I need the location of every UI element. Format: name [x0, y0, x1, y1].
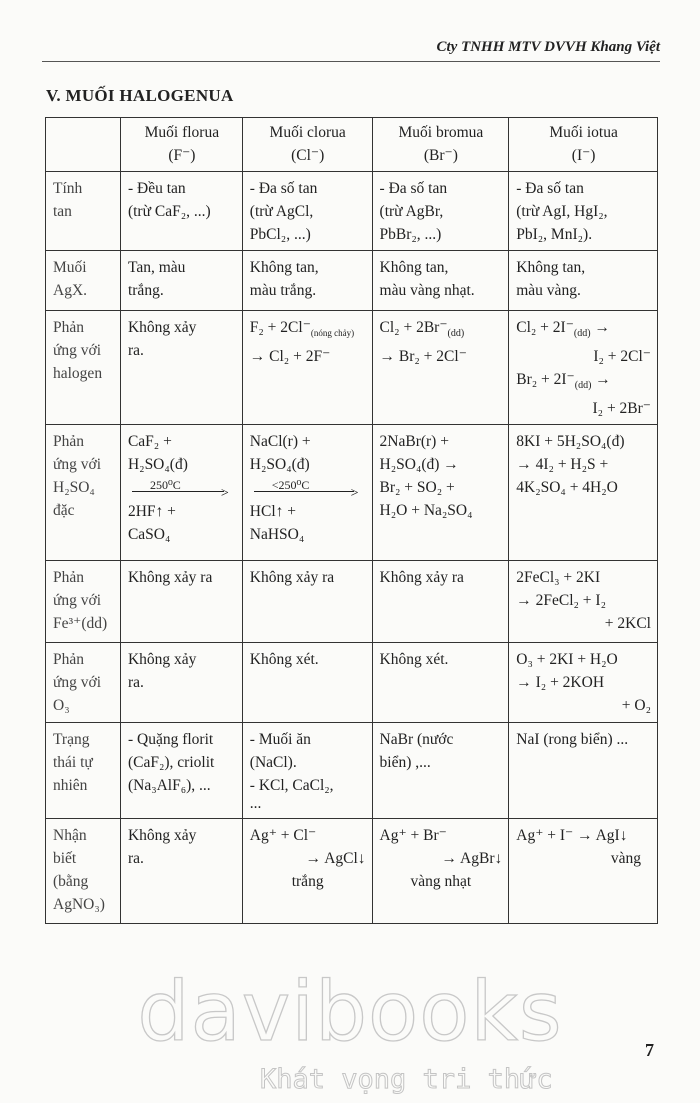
- table-cell: Không xảy ra.: [120, 311, 242, 425]
- table-header-row: [46, 118, 658, 172]
- column-header: Muối bromua (Br⁻): [372, 118, 509, 172]
- table-cell: Không tan, màu vàng nhạt.: [372, 251, 509, 311]
- table-cell: NaBr (nước biển) ,...: [372, 723, 509, 819]
- table-row: [46, 251, 658, 311]
- table-row: [46, 643, 658, 723]
- table-cell: - Muối ăn (NaCl). - KCl, CaCl₂, ...: [242, 723, 372, 819]
- table-cell: $F_2 + 2Cl^-_{(nóng chảy)}$ → Cl₂ + 2F⁻: [242, 311, 372, 425]
- row-label: Phản ứng với Fe³⁺(dd): [46, 561, 121, 643]
- table-cell: Không xảy ra.: [120, 819, 242, 924]
- table-cell: Không tan, màu vàng.: [509, 251, 658, 311]
- table-row: [46, 723, 658, 819]
- table-row: [46, 561, 658, 643]
- row-label: Tính tan: [46, 172, 121, 251]
- table-row: [46, 425, 658, 561]
- table-cell: NaCl(r) + H₂SO₄(đ) <250⁰C > HCl↑ + NaHSO₄: [242, 425, 372, 561]
- table-cell: 2FeCl₃ + 2KI → 2FeCl₂ + I₂ + 2KCl: [509, 561, 658, 643]
- table-cell: - Đều tan (trừ CaF₂, ...): [120, 172, 242, 251]
- table-cell: Tan, màu trắng.: [120, 251, 242, 311]
- page-number: 7: [645, 1040, 654, 1060]
- table-cell: 2NaBr(r) + H₂SO₄(đ) → Br₂ + SO₂ + H₂O + Na₂SO₄: [372, 425, 509, 561]
- table-cell: $Cl_2 + 2Br^-_{(dd)}$ → Br₂ + 2Cl⁻: [372, 311, 509, 425]
- table-row: [46, 819, 658, 924]
- table-cell: - Đa số tan (trừ AgI, HgI₂, PbI₂, MnI₂).: [509, 172, 658, 251]
- table-cell: $Cl_2 + 2I^-_{(dd)}$ → I₂ + 2Cl⁻ $Br_2 + 2I^-_{(dd)}$ → I₂ + 2Br⁻: [509, 311, 658, 425]
- column-header: Muối iotua (I⁻): [509, 118, 658, 172]
- table-cell: O₃ + 2KI + H₂O → I₂ + 2KOH + O₂: [509, 643, 658, 723]
- column-header: Muối clorua (Cl⁻): [242, 118, 372, 172]
- table-cell: Không tan, màu trắng.: [242, 251, 372, 311]
- table-cell: CaF₂ + H₂SO₄(đ) 250⁰C > 2HF↑ + CaSO₄: [120, 425, 242, 561]
- reaction-arrow: <250⁰C >: [250, 476, 366, 500]
- table-cell: Không xảy ra.: [120, 643, 242, 723]
- table-cell: Không xét.: [242, 643, 372, 723]
- watermark-slogan: Khát vọng tri thức: [260, 1064, 553, 1095]
- corner-cell: [46, 118, 121, 172]
- row-label: Trạng thái tự nhiên: [46, 723, 121, 819]
- table-cell: Ag⁺ + Br⁻ → AgBr↓ vàng nhạt: [372, 819, 509, 924]
- table-cell: NaI (rong biển) ...: [509, 723, 658, 819]
- table-cell: - Quặng florit (CaF₂), criolit (Na₃AlF₆), ...: [120, 723, 242, 819]
- table-cell: Không xảy ra: [242, 561, 372, 643]
- publisher-header: Cty TNHH MTV DVVH Khang Việt: [436, 39, 660, 55]
- header-divider: [42, 61, 660, 62]
- reaction-arrow: 250⁰C >: [128, 476, 236, 500]
- column-header: Muối florua (F⁻): [120, 118, 242, 172]
- row-label: Phản ứng với halogen: [46, 311, 121, 425]
- row-label: Muối AgX.: [46, 251, 121, 311]
- table-cell: Ag⁺ + I⁻ → AgI↓ vàng: [509, 819, 658, 924]
- halide-salts-table: [45, 117, 658, 924]
- watermark-brand: davibooks: [137, 965, 563, 1060]
- row-label: Phản ứng với H₂SO₄ đặc: [46, 425, 121, 561]
- table-cell: - Đa số tan (trừ AgBr, PbBr₂, ...): [372, 172, 509, 251]
- row-label: Nhận biết (bằng AgNO₃): [46, 819, 121, 924]
- table-cell: - Đa số tan (trừ AgCl, PbCl₂, ...): [242, 172, 372, 251]
- row-label: Phản ứng với O₃: [46, 643, 121, 723]
- table-cell: Không xảy ra: [120, 561, 242, 643]
- table-cell: Không xét.: [372, 643, 509, 723]
- table-cell: Ag⁺ + Cl⁻ → AgCl↓ trắng: [242, 819, 372, 924]
- section-title: V. MUỐI HALOGENUA: [46, 86, 234, 105]
- table-row: [46, 172, 658, 251]
- table-cell: Không xảy ra: [372, 561, 509, 643]
- table-cell: 8KI + 5H₂SO₄(đ) → 4I₂ + H₂S + 4K₂SO₄ + 4H₂O: [509, 425, 658, 561]
- table-row: [46, 311, 658, 425]
